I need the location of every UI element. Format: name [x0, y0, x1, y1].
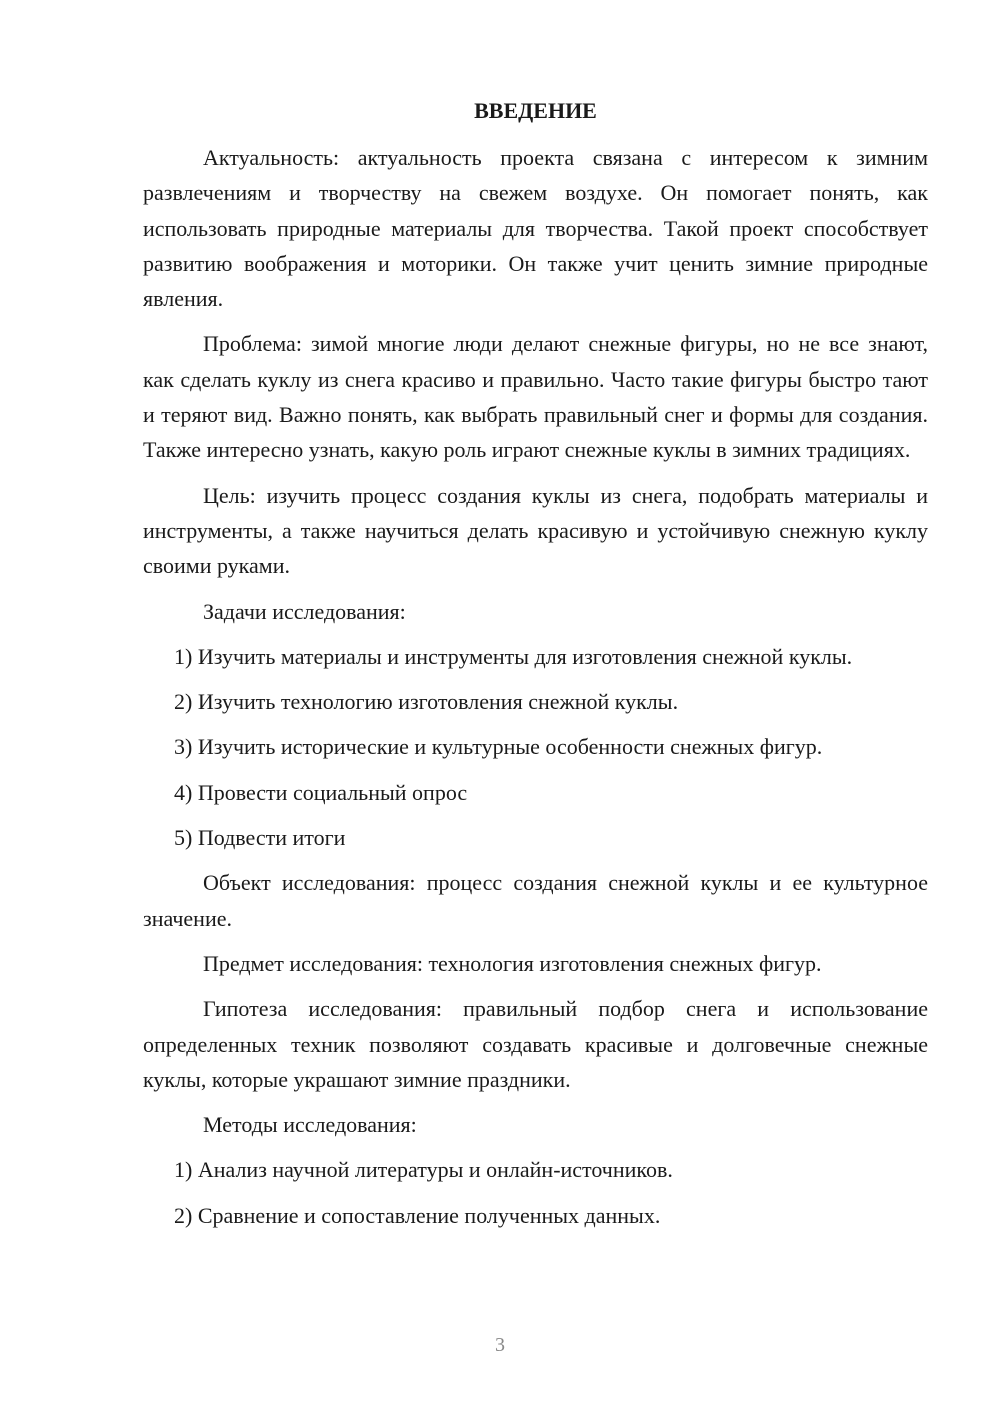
object-paragraph: Объект исследования: процесс создания снежной куклы и ее культурное значение.	[143, 870, 928, 931]
page-title: ВВЕДЕНИЕ	[474, 98, 597, 123]
hypothesis-paragraph: Гипотеза исследования: правильный подбор снега и использование определенных техник позволяют создавать красивые и долговечные снежные куклы, которые украшают зимние праздники.	[143, 996, 928, 1092]
goal-paragraph: Цель: изучить процесс создания куклы из снега, подобрать материалы и инструменты, а также научиться делать красивую и устойчивую снежную куклу своими руками.	[143, 482, 928, 579]
tasks-heading: Задачи исследования:	[203, 598, 406, 624]
page-number: 3	[495, 1334, 505, 1356]
subject-paragraph: Предмет исследования: технология изготовления снежных фигур.	[203, 950, 822, 976]
task-item: 5) Подвести итоги	[174, 825, 346, 851]
methods-heading: Методы исследования:	[203, 1112, 417, 1138]
task-item: 1) Изучить материалы и инструменты для изготовления снежной куклы.	[174, 643, 853, 669]
method-item: 2) Сравнение и сопоставление полученных данных.	[174, 1202, 661, 1228]
task-item: 2) Изучить технологию изготовления снежной куклы.	[174, 689, 679, 715]
problem-paragraph: Проблема: зимой многие люди делают снежные фигуры, но не все знают, как сделать куклу из снега красиво и правильно. Часто такие фигуры быстро тают и теряют вид. Важно понять, как выбрать правильный снег и формы для создания. Также интересно узнать, какую роль играют снежные куклы в зимних традициях.	[143, 331, 928, 463]
document-page	[143, 95, 928, 1233]
relevance-paragraph: Актуальность: актуальность проекта связана с интересом к зимним развлечениям и творчеству на свежем воздухе. Он помогает понять, как использовать природные материалы для творчества. Такой проект способствует развитию воображения и моторики. Он также учит ценить зимние природные явления.	[143, 145, 928, 312]
task-item: 4) Провести социальный опрос	[174, 779, 468, 805]
method-item: 1) Анализ научной литературы и онлайн-источников.	[174, 1157, 673, 1183]
task-item: 3) Изучить исторические и культурные особенности снежных фигур.	[174, 734, 823, 760]
